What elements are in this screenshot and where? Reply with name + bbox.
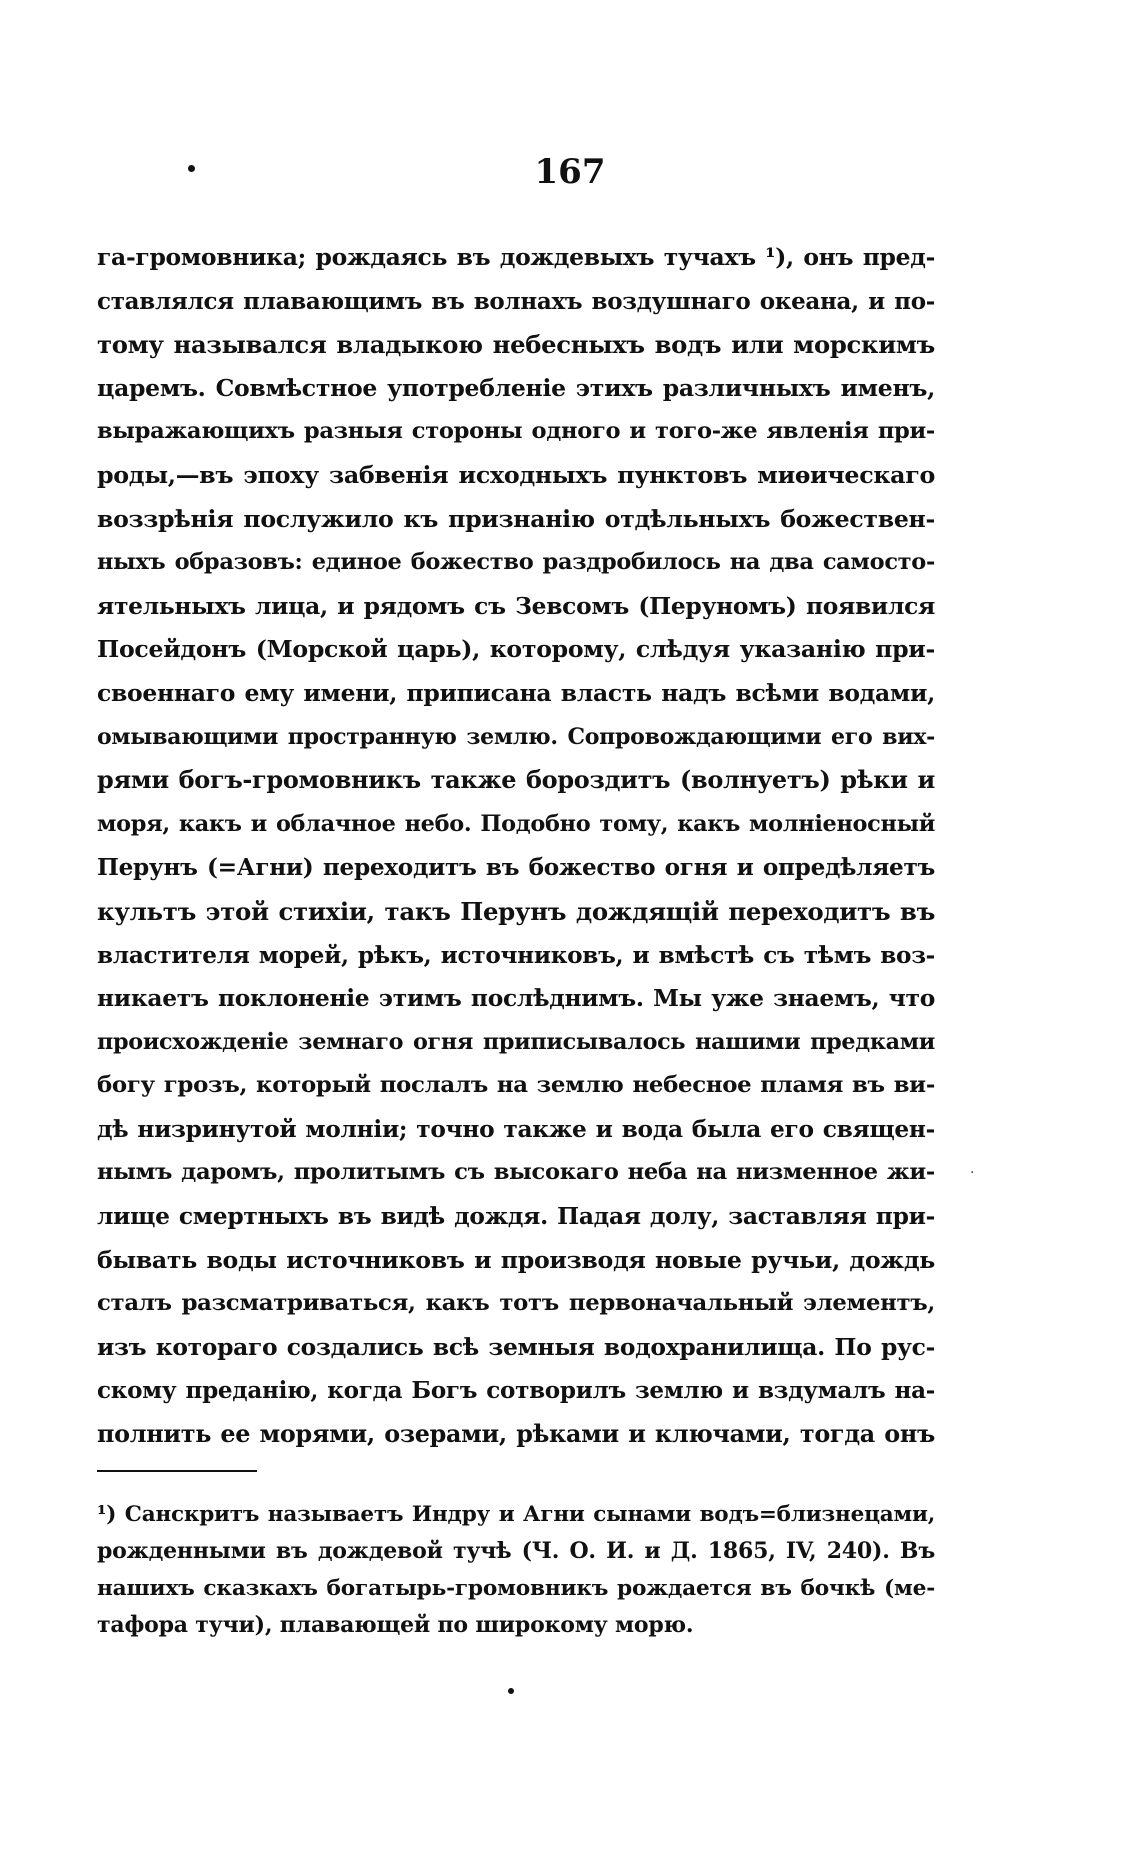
page-mark [508, 1688, 514, 1694]
text-line: моря, какъ и облачное небо. Подобно тому, какъ молніеносный [97, 810, 935, 837]
footnote-line: нашихъ сказкахъ богатырь-громовникъ рождается въ бочкѣ (ме- [97, 1576, 935, 1601]
text-line: царемъ. Совмѣстное употребленіе этихъ различныхъ именъ, [97, 373, 935, 402]
text-line: происхожденіе земнаго огня приписывалось нашими предками [97, 1028, 935, 1055]
text-line: нымъ даромъ, пролитымъ съ высокаго неба на низменное жи- [97, 1159, 935, 1186]
text-line: богу грозъ, который послалъ на землю небесное пламя въ ви- [97, 1072, 935, 1099]
text-line: лище смертныхъ въ видѣ дождя. Падая долу, заставляя при- [97, 1202, 935, 1231]
footnote-line: рожденными въ дождевой тучѣ (Ч. О. И. и Д. 1865, IV, 240). Въ [97, 1538, 935, 1564]
text-line: воззрѣнія послужило къ признанію отдѣльныхъ божествен- [97, 504, 935, 533]
page-number: 167 [534, 152, 606, 192]
text-line: рями богъ-громовникъ также бороздитъ (волнуетъ) рѣки и [97, 766, 935, 795]
footnote-line: тафора тучи), плавающей по широкому морю. [97, 1612, 694, 1638]
text-line: никаетъ поклоненіе этимъ послѣднимъ. Мы уже знаемъ, что [97, 984, 935, 1013]
stray-mark: · [970, 1165, 975, 1181]
text-line: выражающихъ разныя стороны одного и того-же явленія при- [97, 418, 935, 445]
footnote-line: ¹) Санскритъ называетъ Индру и Агни сынами водъ=близнецами, [97, 1502, 935, 1527]
text-line: омывающими пространную землю. Сопровождающими его вих- [97, 723, 935, 750]
text-line: роды,—въ эпоху забвенія исходныхъ пунктовъ миѳическаго [97, 460, 935, 489]
footnote-divider [97, 1470, 257, 1472]
text-line: Посейдонъ (Морской царь), которому, слѣдуя указанію при- [97, 635, 935, 664]
text-line: тому назывался владыкою небесныхъ водъ или морскимъ [97, 330, 935, 360]
text-line: изъ котораго создались всѣ земныя водохранилища. По рус- [97, 1332, 935, 1361]
text-line: культъ этой стихіи, такъ Перунъ дождящій переходитъ въ [97, 896, 935, 926]
text-line: властителя морей, рѣкъ, источниковъ, и вмѣстѣ съ тѣмъ воз- [97, 941, 935, 969]
text-line: сталъ разсматриваться, какъ тотъ первоначальный элементъ, [97, 1290, 935, 1317]
text-line: полнить ее морями, озерами, рѣками и ключами, тогда онъ [97, 1420, 935, 1449]
text-line: ставлялся плавающимъ въ волнахъ воздушнаго океана, и по- [97, 287, 935, 315]
text-line: скому преданію, когда Богъ сотворилъ землю и вздумалъ на- [97, 1377, 935, 1405]
text-line: ятельныхъ лица, и рядомъ съ Зевсомъ (Перуномъ) появился [97, 591, 935, 620]
body-text [97, 236, 935, 1457]
text-line: Перунъ (=Агни) переходитъ въ божество огня и опредѣляетъ [97, 854, 935, 882]
footnotes [97, 1496, 935, 1644]
text-line: ныхъ образовъ: единое божество раздробилось на два самосто- [97, 549, 935, 576]
text-line: га-громовника; рождаясь въ дождевыхъ тучахъ ¹), онъ пред- [97, 243, 935, 271]
text-line: бывать воды источниковъ и производя новые ручьи, дождь [97, 1245, 935, 1274]
text-line: дѣ низринутой молніи; точно также и вода была его священ- [97, 1115, 935, 1143]
text-line: своеннаго ему имени, приписана власть надъ всѣми водами, [97, 678, 935, 707]
